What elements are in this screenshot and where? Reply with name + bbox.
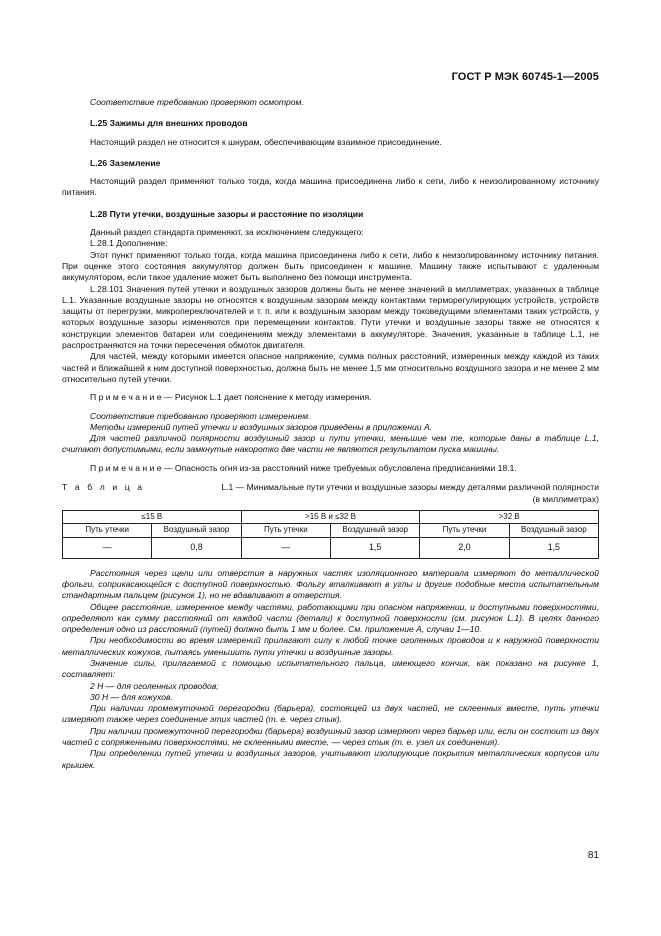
table-cell: 0,8 <box>152 537 241 558</box>
column-header: Воздушный зазор <box>330 523 419 537</box>
table-caption <box>62 482 599 493</box>
paragraph: 2 Н — для оголенных проводов; <box>90 680 219 691</box>
table-row <box>63 510 599 523</box>
note-label: П р и м е ч а н и е <box>90 392 162 403</box>
note-label: П р и м е ч а н и е <box>90 462 162 473</box>
clearance-table <box>62 510 599 559</box>
document-body <box>62 97 599 771</box>
note-text: — Рисунок L.1 дает пояснение к методу измерения. <box>161 392 372 403</box>
paragraph: Настоящий раздел не относится к шнурам, обеспечивающим взаимное присоединение. <box>90 136 442 147</box>
paragraph: Методы измерений путей утечки и воздушных зазоров приведены в приложении А. <box>90 421 433 432</box>
paragraph: L.28.101 Значения путей утечки и воздушных зазоров должны быть не менее значений в миллиметрах, указанных в таблице L.1. Указанные воздушные зазоры не относятся к воздушным зазорам между контактами терморегулирующих устройств, устройств защиты от перегрузки, микропереключателей и т. п. или к воздушным зазорам между токоведущими элементами таких устройств, у которых воздушные зазоры изменяются при перемещении контактов. Пути утечки и воздушные зазоры также не относятся к конструкции элементов батареи или соединениям между элементами в аккумуляторе. Значения, указанные в таблице L.1, не распространяются на точки пересечения обмоток двигателя. <box>62 283 599 351</box>
table-cell: 1,5 <box>330 537 419 558</box>
paragraph: 30 Н — для кожухов. <box>90 691 173 702</box>
note <box>62 463 599 474</box>
paragraph: Этот пункт применяют только тогда, когда машина присоединена либо к сети, либо к неизолированному источнику питания. При оценке этого состояния аккумулятор должен быть присоединен к машине. Машину также испытывают с удаленным аккумулятором, если такое удаление может быть выполнено без помощи инструмента. <box>62 249 599 283</box>
note <box>62 392 599 403</box>
paragraph: Настоящий раздел применяют только тогда, когда машина присоединена либо к сети, либо к неизолированному источнику питания. <box>62 176 599 198</box>
table-cell: 1,5 <box>509 537 598 558</box>
table-row <box>63 537 599 558</box>
paragraph: При определении путей утечки и воздушных зазоров, учитывают изолирующие покрытия металлических корпусов или крышек. <box>62 748 599 770</box>
column-header: Воздушный зазор <box>509 523 598 537</box>
paragraph: Данный раздел стандарта применяют, за исключением следующего: <box>90 227 364 238</box>
section-heading-l25: L.25 Зажимы для внешних проводов <box>90 118 248 129</box>
table-label: Т а б л и ц а <box>62 482 145 493</box>
table-cell: — <box>241 537 330 558</box>
paragraph: L.28.1 Дополнение: <box>90 238 168 249</box>
section-heading-l28: L.28 Пути утечки, воздушные зазоры и расстояние по изоляции <box>90 208 364 219</box>
note-text: — Опасность огня из-за расстояний ниже требуемых обусловлена предписаниями 18.1. <box>161 462 517 473</box>
paragraph: Для частей, между которыми имеется опасное напряжение, сумма полных расстояний, измеренных между каждой из таких частей и ближайшей к ним доступной поверхностью, должна быть не менее 1,5 мм относительно воздушного зазора и не менее 2 мм относительно путей утечки. <box>62 351 599 384</box>
standard-header: ГОСТ Р МЭК 60745-1—2005 <box>451 71 599 83</box>
section-heading-l26: L.26 Заземление <box>90 157 161 168</box>
paragraph: Соответствие требованию проверяют осмотром. <box>90 97 304 107</box>
column-header: Путь утечки <box>241 523 330 537</box>
group-header: >15 В и ≤32 В <box>241 510 420 523</box>
group-header: >32 В <box>420 510 599 523</box>
paragraph: При необходимости во время измерений прилагают силу к любой точке оголенных проводов и к наружной поверхности металлических кожухов, пытаясь уменьшить пути утечки и воздушные зазоры. <box>62 635 599 657</box>
table-cell: — <box>63 537 152 558</box>
paragraph: При наличии промежуточной перегородки (барьера), состоящей из двух частей, не склеенных вместе, путь утечки измеряют также через соединение этих частей (т. е. через стык). <box>62 703 599 725</box>
table-row <box>63 523 599 537</box>
table-unit: (в миллиметрах) <box>532 494 599 505</box>
table-caption-text: L.1 — Минимальные пути утечки и воздушные зазоры между деталями различной полярности <box>221 482 599 493</box>
paragraph: Расстояния через щели или отверстия в наружных частях изоляционного материала измеряют до металлической фольги, соприкасающейся с доступной поверхностью. Фольгу вталкивают в углы и другие подобные места испытательным стандартным пальцем (рисунок 1), но не вдавливают в отверстия. <box>62 567 599 601</box>
paragraph: Значение силы, прилагаемой с помощью испытательного пальца, имеющего кончик, как показано на рисунке 1, составляет: <box>62 657 599 680</box>
column-header: Воздушный зазор <box>152 523 241 537</box>
paragraph: Общее расстояние, измеренное между частями, работающими при опасном напряжении, и доступными поверхностями, определяют как сумму расстояний от каждой части (детали) к доступной поверхности (см. рисунок L.1). В целях данного определения одно из расстояний (путей) должно быть 1 мм и более. См. приложение А, случаи 1—10. <box>62 601 599 635</box>
table-cell: 2,0 <box>420 537 509 558</box>
paragraph: При наличии промежуточной перегородки (барьера) воздушный зазор измеряют через барьер или, если он состоит из двух частей с сопряженными поверхностями, не склеенными вместе, — через стык (т. е. узел их соединения). <box>62 725 599 748</box>
column-header: Путь утечки <box>63 523 152 537</box>
page-number: 81 <box>587 850 599 861</box>
paragraph: Соответствие требованию проверяют измерением. <box>90 410 311 421</box>
column-header: Путь утечки <box>420 523 509 537</box>
group-header: ≤15 В <box>63 510 242 523</box>
paragraph: Для частей различной полярности воздушный зазор и пути утечки, меньшие чем те, которые даны в таблице L.1, считают допустимыми, если замкнутые накоротко две части не являются результатом пуска машины. <box>62 433 599 455</box>
